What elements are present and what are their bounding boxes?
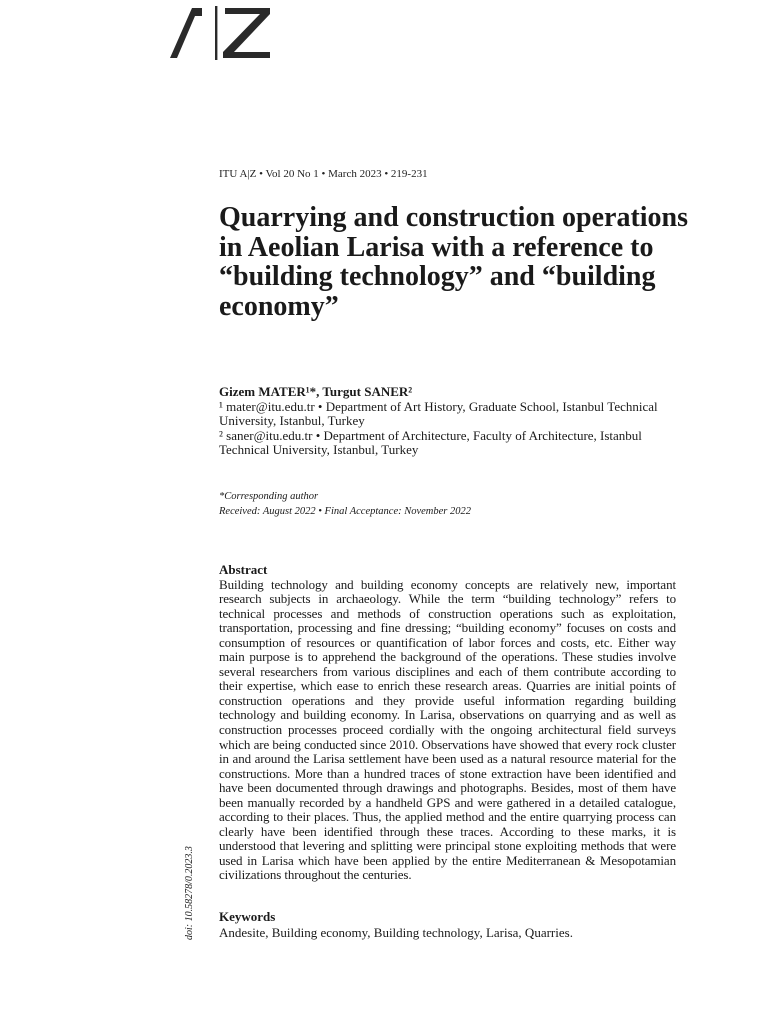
journal-logo [168, 6, 274, 60]
keywords-heading: Keywords [219, 909, 276, 924]
author-block [219, 385, 689, 458]
affiliation-2: ² saner@itu.edu.tr • Department of Architecture, Faculty of Architecture, Istanbul Technical University, Istanbul, Turkey [219, 427, 642, 457]
logo-letter-a [170, 8, 202, 58]
corresponding-note: *Corresponding author [219, 491, 319, 502]
issue-line: ITU A|Z • Vol 20 No 1 • March 2023 • 219-231 [219, 168, 428, 180]
author-names: Gizem MATER¹*, Turgut SANER² [219, 384, 413, 399]
abstract-section [219, 563, 676, 883]
keywords-section [219, 910, 676, 940]
affiliation-1: ¹ mater@itu.edu.tr • Department of Art History, Graduate School, Istanbul Technical University, Istanbul, Turkey [219, 398, 658, 428]
logo-divider [215, 6, 217, 60]
received-dates: Received: August 2022 • Final Acceptance: November 2022 [219, 505, 471, 517]
abstract-heading: Abstract [219, 562, 268, 577]
doi-label: doi: 10.58278/0.2023.3 [184, 846, 195, 940]
logo-letter-z [223, 8, 270, 58]
abstract-text: Building technology and building economy concepts are relatively new, important research subjects in archaeology. While the term “building technology” refers to technical processes and methods of construction operations such as exploitation, transportation, processing and fine dressing; “building economy” focuses on costs and consumption of resources or quantification of labor forces and costs, etc. Either way main purpose is to apprehend the background of the operations. These studies involve several researchers from various disciplines and each of them contribute according to their expertise, which ease to enrich these research areas. Quarries are initial points of construction operations and they provide useful information regarding building technology and building economy. In Larisa, observations on quarrying and as well as construction processes proceed cordially with the ongoing architectural field surveys which are being conducted since 2010. Observations have showed that every rock cluster in and around the Larisa settlement have been used as a natural resource material for the constructions. More than a hundred traces of stone extraction have been identified and have been documented through drawings and photographs. Besides, most of them have been manually recorded by a handheld GPS and were gathered in a detailed catalogue, according to their places. Thus, the applied method and the entire quarrying process can clearly have been identified through these traces. According to these marks, it is understood that levering and splitting were principal stone exploiting methods that were used in Larisa which have been applied by the entire Mediterranean & Mesopotamian civilizations throughout the centuries. [219, 576, 676, 883]
article-meta [219, 490, 689, 519]
article-title: Quarrying and construction operations in Aeolian Larisa with a reference to “building technology” and “building economy” [219, 202, 689, 322]
keywords-text: Andesite, Building economy, Building technology, Larisa, Quarries. [219, 924, 573, 940]
